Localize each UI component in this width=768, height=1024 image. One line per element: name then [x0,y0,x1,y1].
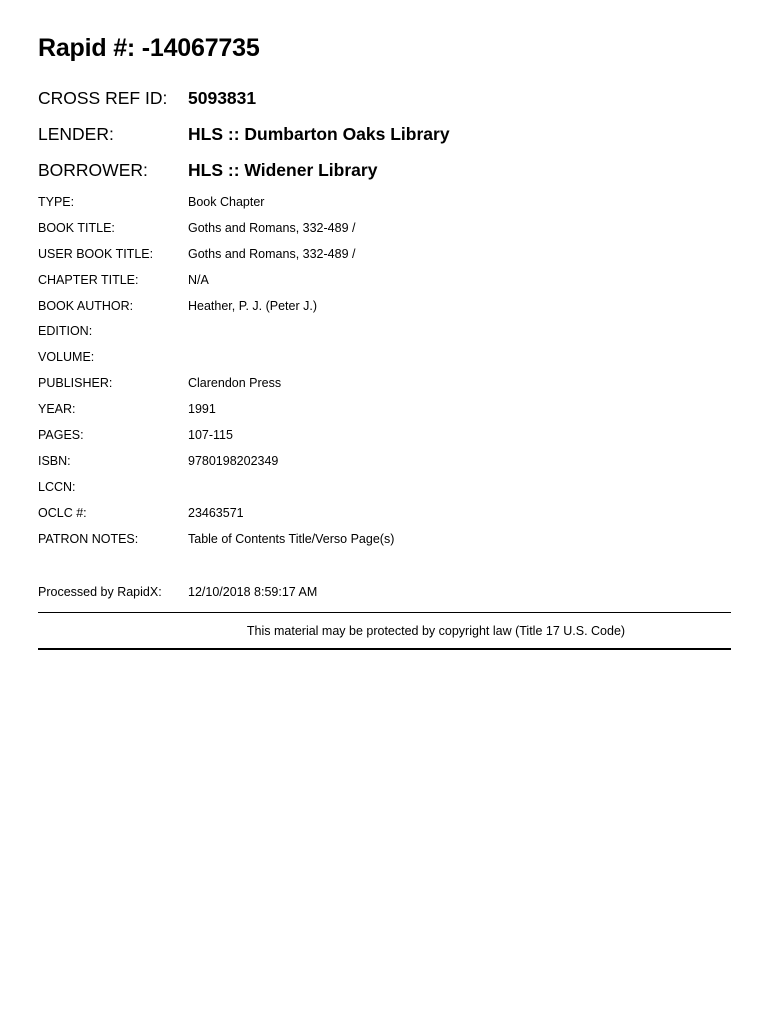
field-value: Book Chapter [188,195,265,209]
field-label: PATRON NOTES: [38,531,139,546]
field-label: PAGES: [38,428,84,443]
cross-ref-row [38,88,731,112]
cross-ref-value: 5093831 [188,88,257,108]
lender-row [38,124,731,148]
field-label: BOOK TITLE: [38,220,115,235]
field-value: N/A [188,272,209,287]
field-label: VOLUME: [38,350,95,365]
field-label: BOOK AUTHOR: [38,298,134,313]
borrower-value: HLS :: Widener Library [188,160,378,180]
field-row-year [38,402,731,428]
field-row-oclc [38,506,731,532]
field-value: Table of Contents Title/Verso Page(s) [188,531,395,546]
lender-label: LENDER: [38,124,114,144]
field-list [38,195,731,557]
field-value: 23463571 [188,505,244,520]
field-label: CHAPTER TITLE: [38,272,139,287]
copyright-notice: This material may be protected by copyright law (Title 17 U.S. Code) [246,624,626,638]
field-label: ISBN: [38,453,71,468]
field-value: Clarendon Press [188,376,282,391]
divider-thick [38,648,731,650]
lender-value: HLS :: Dumbarton Oaks Library [188,124,450,144]
field-label: EDITION: [38,324,93,339]
field-label: PUBLISHER: [38,376,113,391]
divider-thin [38,612,731,613]
cross-ref-label: CROSS REF ID: [38,88,168,108]
field-value: Goths and Romans, 332-489 / [188,246,356,261]
borrower-row [38,160,731,184]
processed-row [38,585,731,603]
field-value: Goths and Romans, 332-489 / [188,220,356,235]
field-row-publisher [38,376,731,402]
field-label: LCCN: [38,479,76,494]
field-row-book-title [38,221,731,247]
processed-timestamp: 12/10/2018 8:59:17 AM [188,585,318,599]
field-value: 1991 [188,402,216,417]
field-row-isbn [38,454,731,480]
field-row-patron-notes [38,532,731,558]
field-value: Heather, P. J. (Peter J.) [188,298,317,313]
borrower-label: BORROWER: [38,160,148,180]
field-row-type [38,195,731,221]
field-value: 107-115 [188,428,233,443]
field-label: USER BOOK TITLE: [38,246,154,261]
field-label: YEAR: [38,402,76,417]
field-row-user-book-title [38,247,731,273]
field-row-lccn [38,480,731,506]
field-row-pages [38,428,731,454]
field-row-chapter-title [38,273,731,299]
field-label: TYPE: [38,195,75,209]
field-row-edition [38,324,731,350]
rapid-number-title: Rapid #: -14067735 [38,34,260,62]
field-row-volume [38,350,731,376]
field-row-book-author [38,299,731,325]
field-label: OCLC #: [38,505,87,520]
processed-label: Processed by RapidX: [38,585,162,599]
field-value: 9780198202349 [188,453,279,468]
